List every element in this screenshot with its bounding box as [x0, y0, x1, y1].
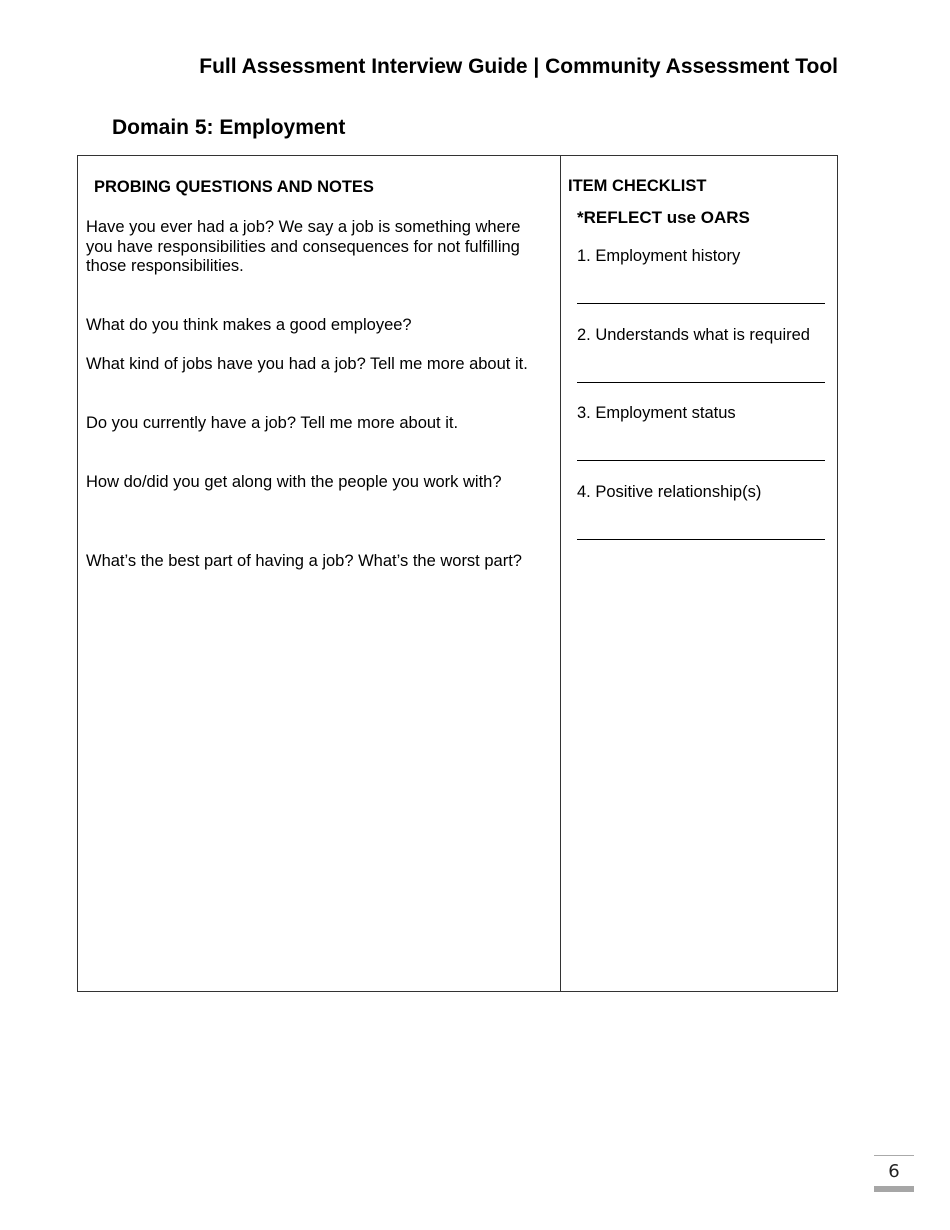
- item-checklist-heading: ITEM CHECKLIST: [568, 177, 707, 195]
- checklist-item-positive-relationships: 4. Positive relationship(s): [577, 483, 762, 501]
- page-number: 6: [888, 1161, 900, 1182]
- document-header-title: Full Assessment Interview Guide | Community Assessment Tool: [199, 55, 838, 78]
- probing-question: Do you currently have a job? Tell me more about it.: [86, 414, 459, 432]
- checklist-answer-line[interactable]: [577, 303, 825, 304]
- probing-question: What do you think makes a good employee?: [86, 316, 412, 334]
- checklist-answer-line[interactable]: [577, 382, 825, 383]
- checklist-item-understands-required: 2. Understands what is required: [577, 326, 810, 344]
- page-number-rule: [874, 1155, 914, 1156]
- probing-question: How do/did you get along with the people you work with?: [86, 473, 502, 491]
- probing-questions-heading: PROBING QUESTIONS AND NOTES: [94, 178, 374, 196]
- probing-questions-column: [78, 156, 560, 991]
- checklist-item-employment-status: 3. Employment status: [577, 404, 736, 422]
- assessment-table: [77, 155, 838, 992]
- domain-title: Domain 5: Employment: [112, 116, 346, 139]
- page-number-block: [874, 1155, 914, 1192]
- checklist-item-employment-history: 1. Employment history: [577, 247, 741, 265]
- item-checklist-column: [561, 156, 837, 991]
- probing-question: Have you ever had a job? We say a job is something where you have responsibilities and consequences for not fulfilling those responsibilities.: [86, 218, 521, 275]
- page-number-bar: [874, 1186, 914, 1192]
- probing-question: What kind of jobs have you had a job? Tell me more about it.: [86, 355, 528, 373]
- reflect-oars-note: *REFLECT use OARS: [577, 208, 750, 227]
- checklist-answer-line[interactable]: [577, 539, 825, 540]
- checklist-answer-line[interactable]: [577, 460, 825, 461]
- probing-question: What’s the best part of having a job? What’s the worst part?: [86, 552, 522, 570]
